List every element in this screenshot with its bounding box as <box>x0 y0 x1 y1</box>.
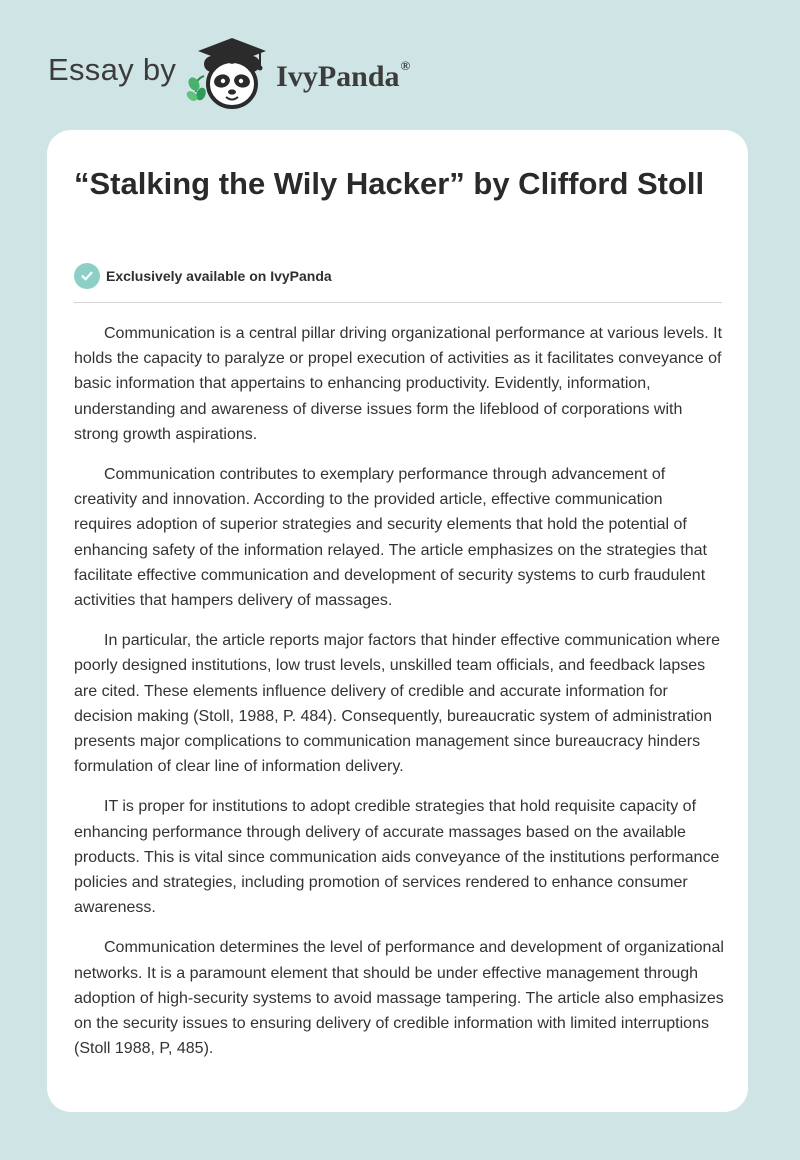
brand-name[interactable]: IvyPanda® <box>276 58 411 93</box>
essay-card <box>47 130 748 1112</box>
site-header <box>48 34 410 114</box>
check-circle-icon <box>74 263 100 289</box>
paragraph: IT is proper for institutions to adopt credible strategies that hold requisite capacity of enhancing performance through delivery of accurate massages based on the available products. This is vital since communication aids conveyance of the institutions performance policies and strategies, including promotion of services rendered to enhance consumer awareness. <box>74 798 720 917</box>
paragraph: In particular, the article reports major factors that hinder effective communication where poorly designed institutions, low trust levels, unskilled team officials, and feedback lapses are cited. These elements influence delivery of credible and accurate information for decision making (Stoll, 1988, P. 484). Consequently, bureaucratic system of administration presents major complications to communication management since bureaucracy hinders formulation of clear line of information delivery. <box>74 632 720 776</box>
paragraph: Communication is a central pillar driving organizational performance at various levels. It holds the capacity to paralyze or propel execution of activities as it facilitates conveyance of basic information that appertains to enhancing productivity. Evidently, information, understanding and awareness of diverse issues form the lifeblood of corporations with strong growth aspirations. <box>74 325 723 443</box>
brand-prefix: Essay by <box>48 52 177 87</box>
registered-mark: ® <box>400 58 411 73</box>
divider <box>74 302 722 303</box>
essay-body <box>74 321 724 1076</box>
badge-text: Exclusively available on IvyPanda <box>106 268 332 284</box>
exclusive-badge <box>74 263 332 289</box>
paragraph: Communication determines the level of performance and development of organizational networks. It is a paramount element that should be under effective management through adoption of high-security systems to avoid massage tampering. The article also emphasizes on the security issues to ensuring delivery of credible information with limited interruptions (Stoll 1988, P, 485). <box>74 939 724 1058</box>
paragraph: Communication contributes to exemplary performance through advancement of creativity and innovation. According to the provided article, effective communication requires adoption of superior strategies and security elements that hold the potential of enhancing safety of the information relayed. The article emphasizes on the strategies that facilitate effective communication and development of security systems to curb fraudulent activities that hampers delivery of massages. <box>74 466 707 610</box>
page-title: “Stalking the Wily Hacker” by Clifford Stoll <box>74 166 705 201</box>
panda-logo-icon[interactable] <box>182 34 282 114</box>
